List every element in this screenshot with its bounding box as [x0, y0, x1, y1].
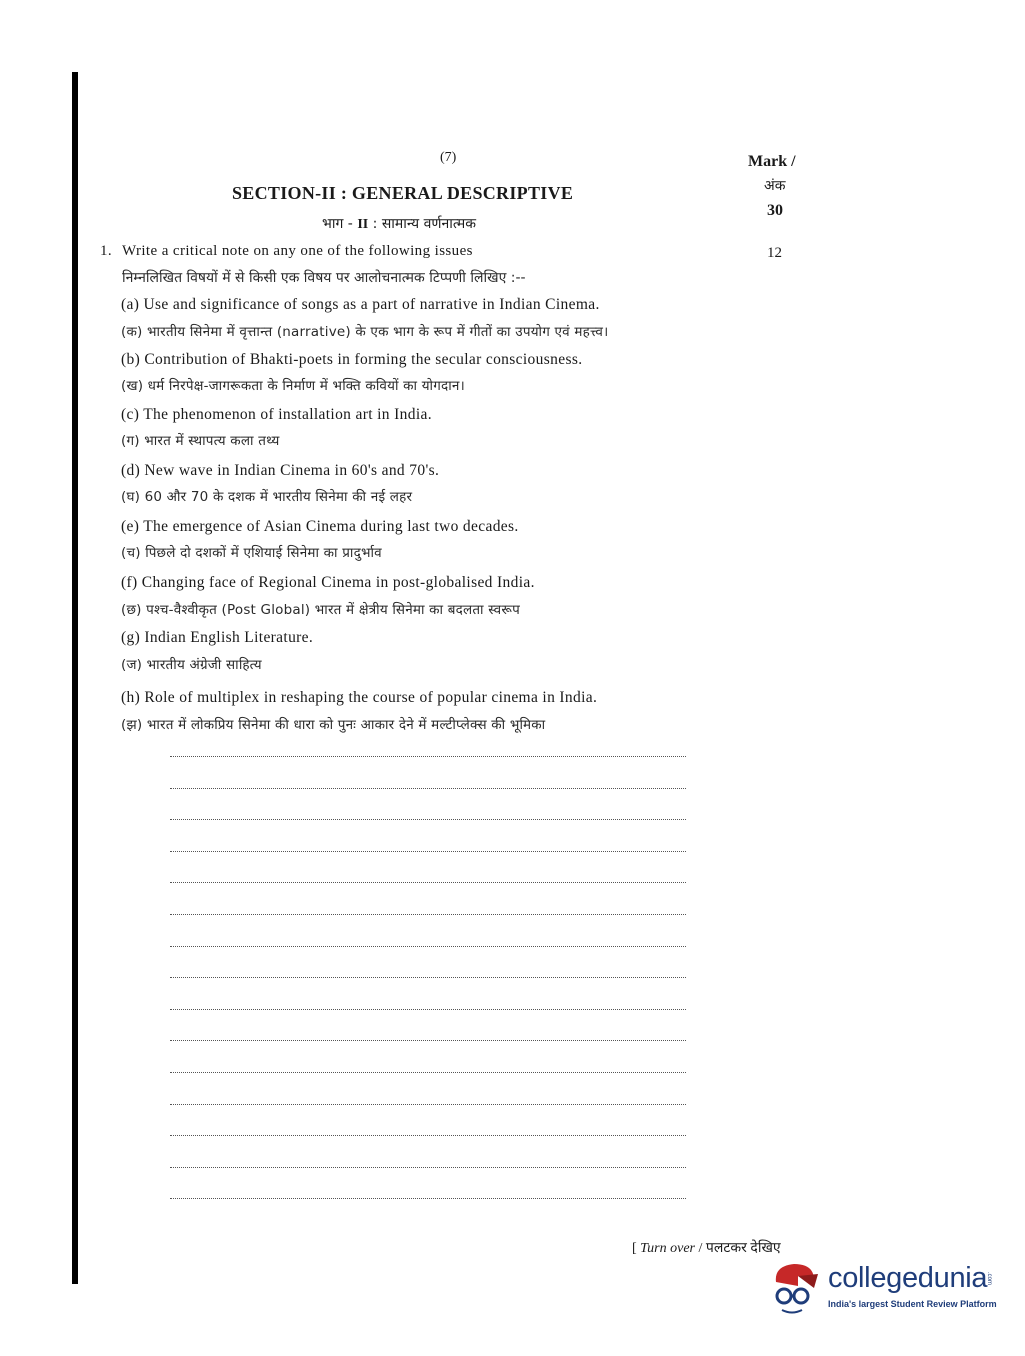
collegedunia-domain-suffix: .com: [986, 1272, 992, 1286]
answer-line: [170, 914, 686, 915]
collegedunia-watermark: [768, 1258, 998, 1320]
answer-line: [170, 788, 686, 789]
binding-edge: [72, 72, 78, 1284]
section-title-hindi-prefix: भाग -: [322, 216, 358, 232]
option-a-english: (a) Use and significance of songs as a part of narrative in Indian Cinema.: [121, 296, 600, 313]
turn-over-note: [ Turn over / पलटकर देखिए: [632, 1241, 781, 1256]
section-title-hindi: [322, 214, 476, 233]
page-number: (7): [440, 150, 457, 165]
marks-header-label: Mark /: [748, 153, 796, 170]
question-text-hindi: निम्नलिखित विषयों में से किसी एक विषय पर आलोचनात्मक टिप्पणी लिखिए :--: [122, 270, 526, 286]
answer-line: [170, 977, 686, 978]
option-c-hindi: (ग) भारत में स्थापत्य कला तथ्य: [121, 433, 280, 449]
answer-line: [170, 851, 686, 852]
option-g-english: (g) Indian English Literature.: [121, 629, 314, 646]
option-h-hindi: (झ) भारत में लोकप्रिय सिनेमा की धारा को पुनः आकार देने में मल्टीप्लेक्स की भूमिका: [121, 717, 546, 733]
answer-line: [170, 1135, 686, 1136]
option-e-hindi: (च) पिछले दो दशकों में एशियाई सिनेमा का प्रादुर्भाव: [121, 545, 382, 561]
answer-line: [170, 756, 686, 757]
option-a-hindi: (क) भारतीय सिनेमा में वृत्तान्त (narrative) के एक भाग के रूप में गीतों का उपयोग एवं महत्त्व।: [121, 324, 609, 340]
collegedunia-tagline: India's largest Student Review Platform: [828, 1299, 997, 1309]
answer-line: [170, 1009, 686, 1010]
question-number: 1.: [100, 243, 113, 259]
section-title-hindi-roman: II: [357, 217, 369, 232]
question-marks: 12: [767, 245, 782, 261]
answer-line: [170, 882, 686, 883]
option-b-hindi: (ख) धर्म निरपेक्ष-जागरूकता के निर्माण में भक्ति कवियों का योगदान।: [121, 378, 465, 394]
option-e-english: (e) The emergence of Asian Cinema during last two decades.: [121, 518, 519, 535]
turn-over-hindi: / पलटकर देखिए: [695, 1241, 781, 1256]
collegedunia-mascot-icon: [768, 1258, 826, 1318]
answer-line: [170, 1167, 686, 1168]
question-text: Write a critical note on any one of the following issues: [122, 243, 473, 259]
answer-line: [170, 1104, 686, 1105]
marks-header-label-hindi: अंक: [764, 178, 786, 194]
section-title: SECTION-II : GENERAL DESCRIPTIVE: [232, 183, 574, 203]
section-title-hindi-suffix: : सामान्य वर्णनात्मक: [368, 216, 476, 232]
answer-line: [170, 819, 686, 820]
answer-line: [170, 946, 686, 947]
option-f-english: (f) Changing face of Regional Cinema in post-globalised India.: [121, 574, 535, 591]
marks-total: 30: [767, 202, 783, 219]
option-d-hindi: (घ) 60 और 70 के दशक में भारतीय सिनेमा की नई लहर: [121, 489, 413, 505]
option-h-english: (h) Role of multiplex in reshaping the course of popular cinema in India.: [121, 689, 598, 706]
answer-line: [170, 1198, 686, 1199]
option-c-english: (c) The phenomenon of installation art in India.: [121, 406, 432, 423]
answer-line: [170, 1072, 686, 1073]
turn-over-english: Turn over: [640, 1241, 696, 1256]
option-g-hindi: (ज) भारतीय अंग्रेजी साहित्य: [121, 657, 262, 673]
option-f-hindi: (छ) पश्च-वैश्वीकृत (Post Global) भारत में क्षेत्रीय सिनेमा का बदलता स्वरूप: [121, 602, 520, 618]
option-b-english: (b) Contribution of Bhakti-poets in forming the secular consciousness.: [121, 351, 583, 368]
answer-line: [170, 1040, 686, 1041]
collegedunia-brand: collegedunia: [828, 1262, 988, 1294]
option-d-english: (d) New wave in Indian Cinema in 60's and 70's.: [121, 462, 440, 479]
